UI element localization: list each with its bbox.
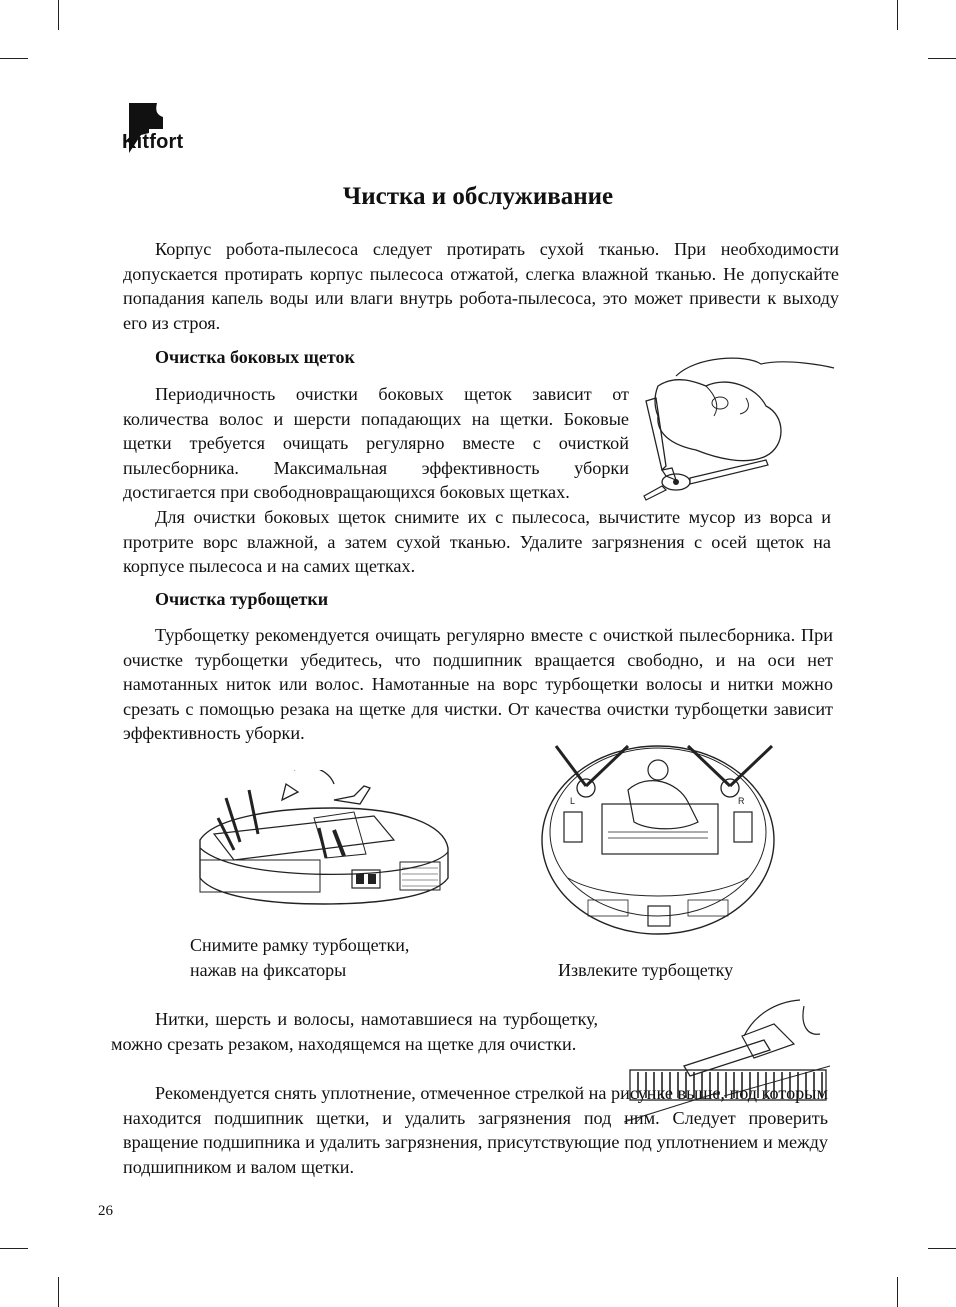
crop-mark xyxy=(897,1277,898,1307)
turbo-brush-paragraph-3: Рекомендуется снять уплотнение, отмеченное стрелкой на рисунке выше, под которым находится подшипник щетки, и удалить загрязнения под ним. Следует проверить вращение подшипника и удалить загрязнения, присутствующие под уплотнением и между подшипником и валом щетки. xyxy=(123,1083,828,1177)
crop-mark xyxy=(58,0,59,30)
side-brushes-heading: Очистка боковых щеток xyxy=(155,347,355,367)
remove-turbo-frame-illustration xyxy=(194,770,454,910)
side-brush-cleaning-illustration xyxy=(636,346,836,506)
caption-left-line-1: Снимите рамку турбощетки, xyxy=(190,935,410,955)
caption-left-line-2: нажав на фиксаторы xyxy=(190,960,347,980)
crop-mark xyxy=(897,0,898,30)
figure-label-right: R xyxy=(738,796,745,806)
intro-paragraph: Корпус робота-пылесоса следует протирать сухой тканью. При необходимости допускается протирать корпус пылесоса отжатой, слегка влажной тканью. Не допускайте попадания капель воды или влаги внутрь робота-пылесоса, это может привести к выходу его из строя. xyxy=(123,239,839,333)
crop-mark xyxy=(928,58,956,59)
turbo-brush-paragraph-2: Нитки, шерсть и волосы, намотавшиеся на турбощетку, можно срезать резаком, находящемся на щетке для очистки. xyxy=(111,1009,598,1054)
side-brushes-paragraph-2: Для очистки боковых щеток снимите их с пылесоса, вычистите мусор из ворса и протрите ворс влажной, а затем сухой тканью. Удалите загрязнения с осей щеток на корпусе пылесоса и на самих щетках. xyxy=(123,507,831,577)
crop-mark xyxy=(928,1248,956,1249)
turbo-brush-paragraph-1: Турбощетку рекомендуется очищать регулярно вместе с очисткой пылесборника. При очистке турбощетки убедитесь, что подшипник вращается свободно, и на оси нет намотанных ниток или волос. Намотанные на ворс турбощетки волосы и нитки можно срезать с помощью резака на щетке для чистки. От качества очистки турбощетки зависит эффективность уборки. xyxy=(123,625,833,744)
caption-right: Извлеките турбощетку xyxy=(558,960,734,980)
page-number: 26 xyxy=(98,1203,113,1219)
brand-name: Kitfort xyxy=(122,131,184,153)
crop-mark xyxy=(0,1248,28,1249)
caption-left xyxy=(190,933,409,983)
side-brushes-paragraph-1: Периодичность очистки боковых щеток зависит от количества волос и шерсти попадающих на щетки. Боковые щетки требуется очищать регулярно вместе с очисткой пылесборника. Максимальная эффективность уборки достигается при свободновращающихся боковых щетках. xyxy=(123,384,629,503)
crop-mark xyxy=(58,1277,59,1307)
turbo-brush-heading: Очистка турбощетки xyxy=(155,589,329,609)
crop-mark xyxy=(0,58,28,59)
page-title: Чистка и обслуживание xyxy=(342,183,614,210)
extract-turbo-brush-illustration xyxy=(538,742,778,938)
figure-label-left: L xyxy=(570,796,576,806)
